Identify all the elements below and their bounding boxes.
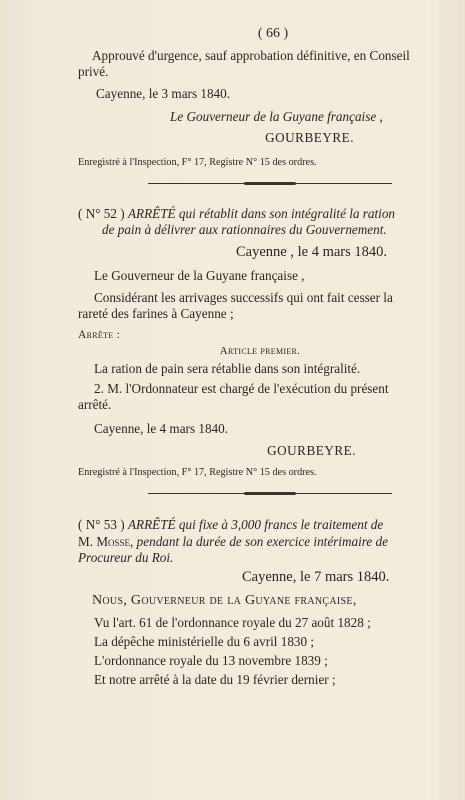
decree-title-line2: de pain à délivrer aux rationnaires du Gouvernement. — [102, 222, 387, 237]
arrete-label: Arrête : — [78, 329, 121, 341]
registration: Enregistré à l'Inspection, F° 17, Registre N° 15 des ordres. — [78, 467, 317, 478]
article-2-line2: arrêté. — [78, 397, 112, 412]
decree-title-line2-rest: pendant la durée de son exercice intérimaire de — [136, 534, 388, 549]
considering-line: Considérant les arrivages successifs qui ont fait cesser la — [94, 290, 393, 305]
approval-line-2: privé. — [78, 64, 109, 79]
place-date-2: Cayenne, le 4 mars 1840. — [94, 421, 229, 436]
decree-number: ( N° 52 ) — [78, 206, 125, 221]
article-heading: Article premier. — [219, 345, 301, 357]
section-divider — [148, 493, 392, 494]
considering-line-2: rareté des farines à Cayenne ; — [78, 306, 234, 321]
section-divider — [148, 183, 392, 184]
signature: GOURBEYRE. — [267, 443, 356, 458]
governor-line: Le Gouverneur de la Guyane française , — [94, 268, 305, 283]
place-date: Cayenne, le 3 mars 1840. — [96, 86, 231, 101]
decree-title-main: ARRÊTÉ — [127, 206, 176, 221]
page-number: ( 66 ) — [257, 26, 289, 41]
considerant-line: Et notre arrêté à la date du 19 février dernier ; — [94, 672, 336, 687]
governor-line: Nous, Gouverneur de la Guyane française, — [92, 593, 357, 608]
considerant-line: L'ordonnance royale du 13 novembre 1839 ; — [94, 653, 328, 668]
decree-heading — [78, 206, 458, 222]
considerant-line: Vu l'art. 61 de l'ordonnance royale du 27 août 1828 ; — [94, 615, 371, 630]
governor-title: Le Gouverneur de la Guyane française , — [170, 109, 383, 124]
decree-title-rest: qui rétablit dans son intégralité la ration — [178, 206, 396, 221]
decree-number: ( N° 53 ) — [78, 517, 125, 532]
person-name: M. Mosse, — [78, 534, 134, 549]
decree-title-main: ARRÊTÉ — [127, 517, 176, 532]
place-date: Cayenne , le 4 mars 1840. — [236, 244, 388, 260]
decree-title-line3: Procureur du Roi. — [78, 550, 174, 565]
decree-heading — [78, 517, 458, 533]
article-1: La ration de pain sera rétablie dans son intégralité. — [94, 361, 361, 376]
article-2: 2. M. l'Ordonnateur est chargé de l'exécution du présent — [94, 381, 389, 396]
approval-line: Approuvé d'urgence, sauf approbation définitive, en Conseil — [92, 48, 410, 63]
considerant-line: La dépêche ministérielle du 6 avril 1830 ; — [94, 634, 315, 649]
registration: Enregistré à l'Inspection, F° 17, Registre N° 15 des ordres. — [78, 157, 317, 168]
decree-title-line2 — [78, 534, 458, 550]
place-date: Cayenne, le 7 mars 1840. — [242, 569, 390, 585]
signature: GOURBEYRE. — [265, 130, 354, 145]
decree-title-rest: qui fixe à 3,000 francs le traitement de — [178, 517, 384, 532]
